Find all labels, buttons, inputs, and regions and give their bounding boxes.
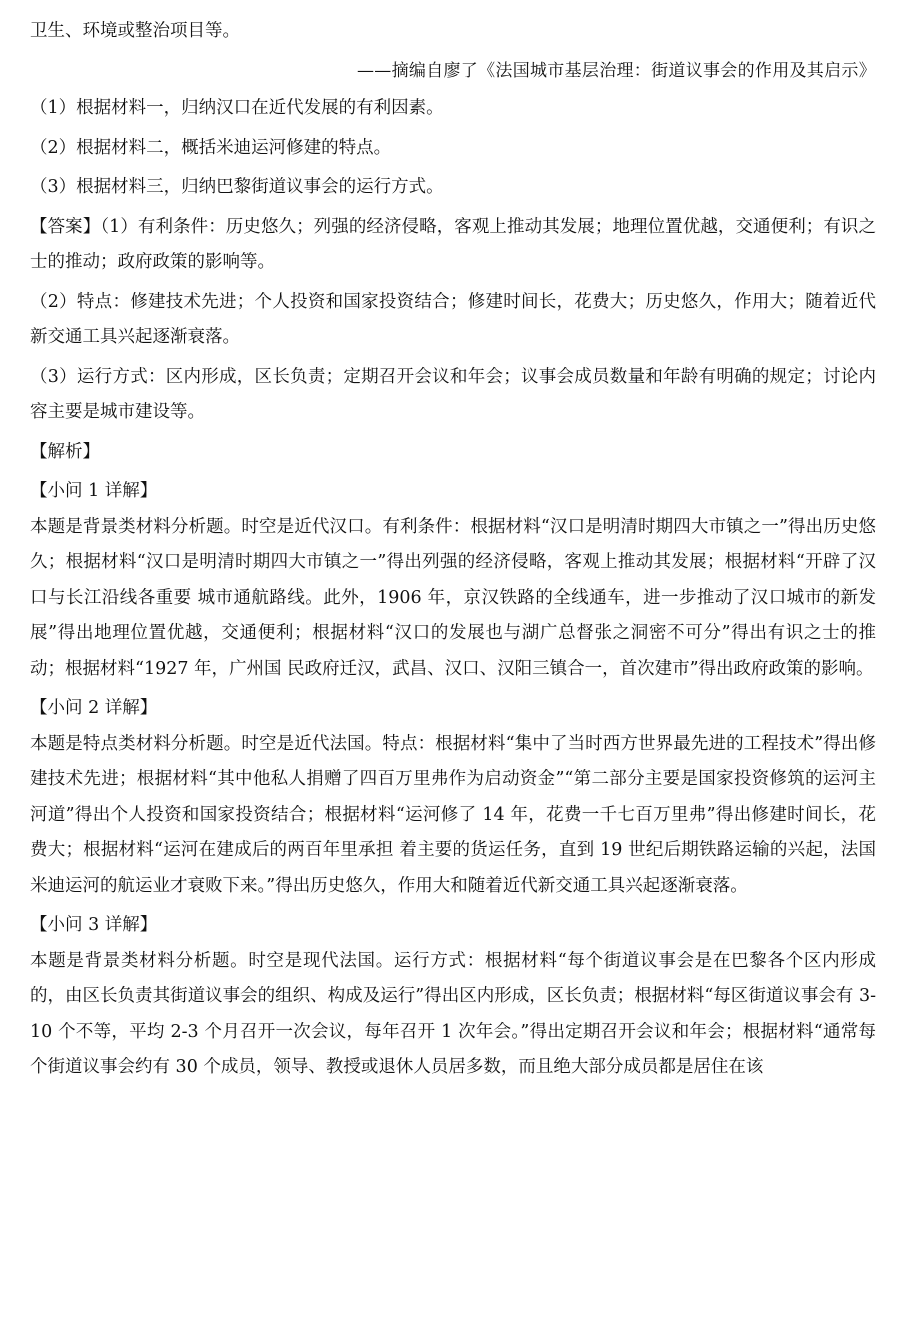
sub-question-3-text: 本题是背景类材料分析题。时空是现代法国。运行方式：根据材料“每个街道议事会是在巴黎各个区内形成的，由区长负责其街道议事会的组织、构成及运行”得出区内形成，区长负责；根据材料“每区街道议事会有 3-10 个不等，平均 2-3 个月召开一次会议，每年召开 1 次年会。”得出定期召开会议和年会；根据材料“通常每个街道议事会约有 30 个成员，领导、教授或退休人员居多数，而且绝大部分成员都是居住在该	[30, 950, 876, 1077]
sub-question-2-text: 本题是特点类材料分析题。时空是近代法国。特点：根据材料“集中了当时西方世界最先进的工程技术”得出修建技术先进；根据材料“其中他私人捐赠了四百万里弗作为启动资金”“第二部分主要是国家投资修筑的运河主河道”得出个人投资和国家投资结合；根据材料“运河修了 14 年，花费一千七百万里弗”得出修建时间长，花费大；根据材料“运河在建成后的两百年里承担 着主要的货运任务，直到 19 世纪后期铁路运输的兴起，法国米迪运河的航运业才衰败下来。”得出历史悠久，作用大和随着近代新交通工具兴起逐渐衰落。	[30, 733, 876, 896]
answer-label: 【答案】	[30, 216, 101, 237]
sub-question-1-heading: 【小问 1 详解】	[30, 481, 158, 501]
answer-3: （3）运行方式：区内形成，区长负责；定期召开会议和年会；议事会成员数量和年龄有明确的规定；讨论内容主要是城市建设等。	[30, 366, 876, 422]
answer-1	[30, 210, 876, 281]
sub-question-3-heading: 【小问 3 详解】	[30, 915, 158, 935]
top-line: 卫生、环境或整治项目等。	[30, 21, 240, 41]
question-2: （2）根据材料二，概括米迪运河修建的特点。	[30, 137, 392, 158]
source-citation: ——摘编自廖了《法国城市基层治理：街道议事会的作用及其启示》	[357, 61, 876, 81]
answer-1-text: （1）有利条件：历史悠久；列强的经济侵略，客观上推动其发展；地理位置优越，交通便利；有识之士的推动；政府政策的影响等。	[30, 216, 877, 272]
sub-question-2-heading: 【小问 2 详解】	[30, 698, 158, 718]
question-3: （3）根据材料三，归纳巴黎街道议事会的运行方式。	[30, 177, 444, 197]
question-1: （1）根据材料一，归纳汉口在近代发展的有利因素。	[30, 98, 444, 118]
analysis-heading: 【解析】	[30, 441, 100, 462]
sub-question-1-text: 本题是背景类材料分析题。时空是近代汉口。有利条件：根据材料“汉口是明清时期四大市镇之一”得出历史悠久；根据材料“汉口是明清时期四大市镇之一”得出列强的经济侵略，客观上推动其发展；根据材料“开辟了汉口与长江沿线各重要 城市通航路线。此外，1906 年，京汉铁路的全线通车，进一步推动了汉口城市的新发展”得出地理位置优越，交通便利；根据材料“汉口的发展也与湖广总督张之洞密不可分”得出有识之士的推动；根据材料“1927 年，广州国 民政府迁汉，武昌、汉口、汉阳三镇合一，首次建市”得出政府政策的影响。	[30, 516, 876, 679]
answer-2: （2）特点：修建技术先进；个人投资和国家投资结合；修建时间长，花费大；历史悠久，作用大；随着近代新交通工具兴起逐渐衰落。	[30, 291, 876, 347]
